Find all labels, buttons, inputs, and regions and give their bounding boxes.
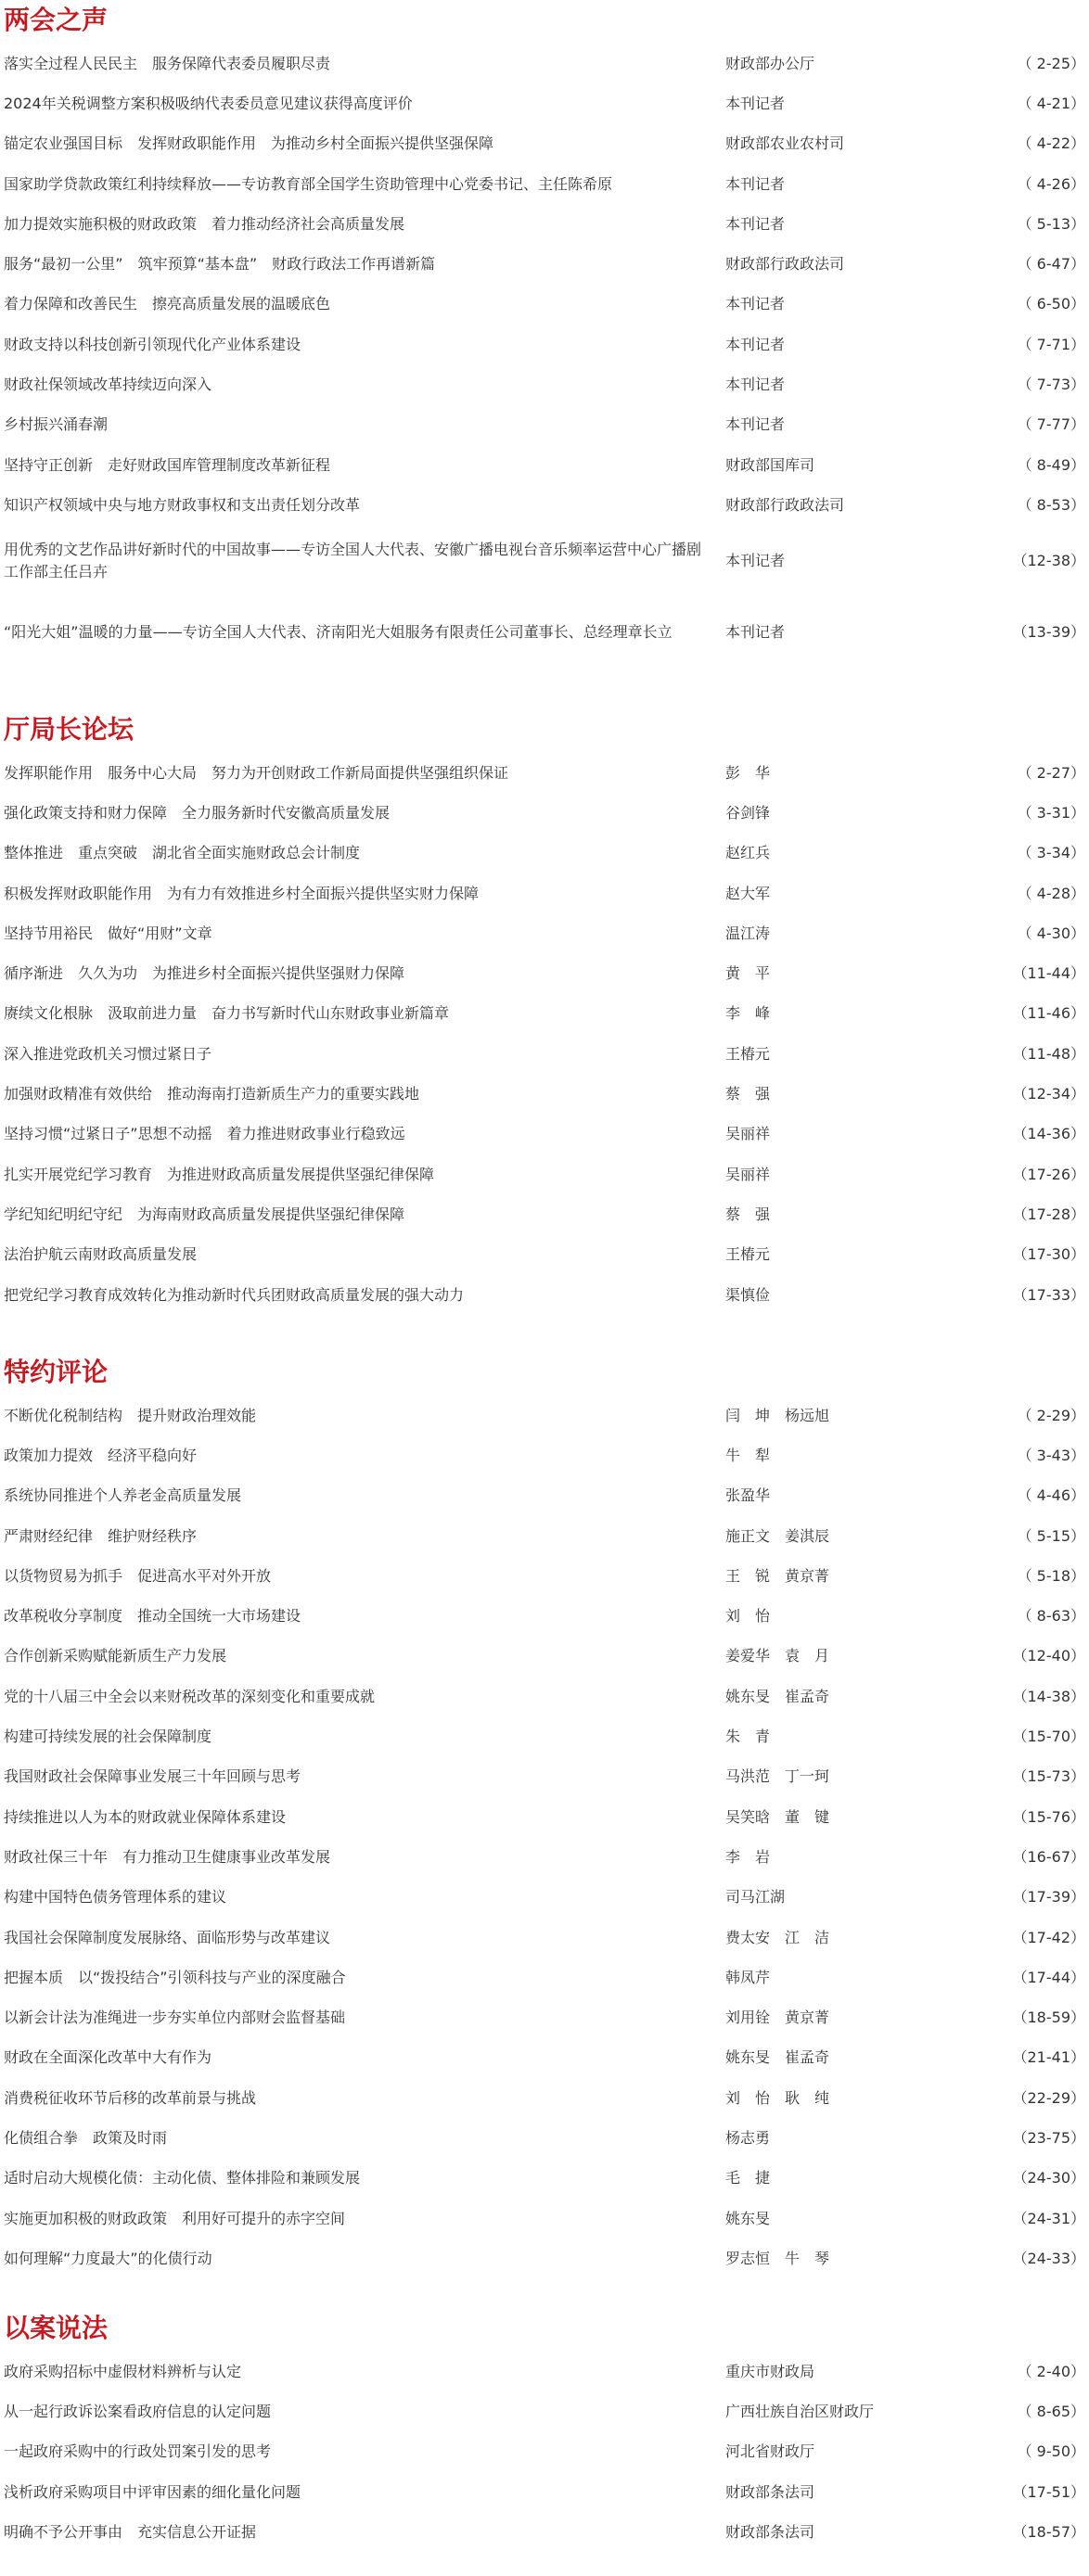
- article-author: 闫 坤 杨远旭: [725, 1406, 830, 1424]
- article-row[interactable]: [0, 1958, 1089, 1997]
- article-author: 本刊记者: [725, 335, 786, 353]
- article-author: 张盈华: [725, 1486, 771, 1505]
- article-page-ref: （ 4-21）: [1017, 94, 1085, 112]
- article-page-ref: （ 5-18）: [1017, 1566, 1085, 1585]
- article-page-ref: （12-40）: [1012, 1647, 1085, 1665]
- article-row[interactable]: [0, 445, 1089, 485]
- article-title: 改革税收分享制度 推动全国统一大市场建设: [4, 1607, 301, 1626]
- article-row[interactable]: [0, 325, 1089, 364]
- article-title: 整体推进 重点突破 湖北省全面实施财政总会计制度: [4, 844, 361, 862]
- article-row[interactable]: [0, 2391, 1089, 2431]
- article-row[interactable]: [0, 1476, 1089, 1516]
- article-title: 落实全过程人民民主 服务保障代表委员履职尽责: [4, 54, 331, 72]
- article-title: 系统协同推进个人养老金高质量发展: [4, 1486, 242, 1505]
- article-row[interactable]: [0, 2078, 1089, 2118]
- article-title: 发挥职能作用 服务中心大局 努力为开创财政工作新局面提供坚强组织保证: [4, 763, 509, 782]
- article-title: 赓续文化根脉 汲取前进力量 奋力书写新时代山东财政事业新篇章: [4, 1004, 450, 1023]
- article-row[interactable]: [0, 405, 1089, 445]
- article-author: 朱 青: [725, 1728, 771, 1746]
- article-page-ref: （ 5-13）: [1017, 214, 1085, 233]
- article-page-ref: （14-36）: [1012, 1125, 1085, 1143]
- section-title: 厅局长论坛: [4, 714, 135, 745]
- article-page-ref: （18-57）: [1012, 2522, 1085, 2541]
- article-title: 构建中国特色债务管理体系的建议: [4, 1888, 227, 1906]
- article-row[interactable]: [0, 994, 1089, 1034]
- article-row[interactable]: [0, 164, 1089, 204]
- article-row[interactable]: [0, 1997, 1089, 2037]
- article-page-ref: （ 8-53）: [1017, 495, 1085, 514]
- article-title: 坚持守正创新 走好财政国库管理制度改革新征程: [4, 455, 331, 474]
- article-list: [0, 44, 1089, 669]
- article-title: 不断优化税制结构 提升财政治理效能: [4, 1406, 257, 1424]
- article-title: 国家助学贷款政策红利持续释放——专访教育部全国学生资助管理中心党委书记、主任陈希原: [4, 174, 613, 193]
- article-title: 明确不予公开事由 充实信息公开证据: [4, 2522, 257, 2541]
- article-author: 蔡 强: [725, 1205, 771, 1223]
- article-title: 消费税征收环节后移的改革前景与挑战: [4, 2088, 257, 2107]
- article-author: 温江涛: [725, 924, 771, 942]
- article-author: 杨志勇: [725, 2128, 771, 2147]
- article-page-ref: （15-73）: [1012, 1767, 1085, 1786]
- article-page-ref: （18-59）: [1012, 2009, 1085, 2027]
- article-author: 刘 怡 耿 纯: [725, 2088, 830, 2107]
- article-title: 党的十八届三中全会以来财税改革的深刻变化和重要成就: [4, 1687, 376, 1705]
- article-page-ref: （17-30）: [1012, 1245, 1085, 1264]
- article-row[interactable]: [0, 834, 1089, 874]
- section-title: 特约评论: [4, 1357, 109, 1387]
- article-author: 重庆市财政局: [725, 2362, 815, 2380]
- article-author: 赵大军: [725, 884, 771, 902]
- article-row[interactable]: [0, 597, 1089, 669]
- article-page-ref: （17-26）: [1012, 1165, 1085, 1183]
- article-title: 扎实开展党纪学习教育 为推进财政高质量发展提供坚强纪律保障: [4, 1165, 435, 1183]
- article-page-ref: （17-42）: [1012, 1928, 1085, 1946]
- article-list: [0, 1396, 1089, 2279]
- article-title: 构建可持续发展的社会保障制度: [4, 1728, 212, 1746]
- article-title: 财政支持以科技创新引领现代化产业体系建设: [4, 335, 301, 353]
- article-row[interactable]: [0, 874, 1089, 913]
- article-row[interactable]: [0, 1757, 1089, 1797]
- article-author: 刘用铨 黄京菁: [725, 2009, 830, 2027]
- article-page-ref: （15-76）: [1012, 1807, 1085, 1826]
- article-page-ref: （12-34）: [1012, 1085, 1085, 1103]
- article-title: 深入推进党政机关习惯过紧日子: [4, 1044, 212, 1063]
- article-page-ref: （ 2-29）: [1017, 1406, 1085, 1424]
- article-page-ref: （ 5-15）: [1017, 1526, 1085, 1545]
- article-author: 本刊记者: [725, 552, 786, 570]
- article-row[interactable]: [0, 953, 1089, 993]
- article-row[interactable]: [0, 1154, 1089, 1194]
- article-title: 适时启动大规模化债：主动化债、整体排险和兼顾发展: [4, 2169, 361, 2187]
- article-page-ref: （ 7-73）: [1017, 376, 1085, 394]
- article-author: 财政部农业农村司: [725, 134, 845, 153]
- article-author: 财政部条法司: [725, 2522, 815, 2541]
- article-author: 韩凤芹: [725, 1968, 771, 1986]
- article-title: 如何理解“力度最大”的化债行动: [4, 2249, 212, 2267]
- article-page-ref: （21-41）: [1012, 2048, 1085, 2067]
- article-row[interactable]: [0, 913, 1089, 953]
- article-title: 加强财政精准有效供给 推动海南打造新质生产力的重要实践地: [4, 1085, 420, 1103]
- article-page-ref: （24-30）: [1012, 2169, 1085, 2187]
- article-row[interactable]: [0, 1034, 1089, 1074]
- article-title: 政府采购招标中虚假材料辨析与认定: [4, 2362, 242, 2380]
- article-title: 浅析政府采购项目中评审因素的细化量化问题: [4, 2482, 301, 2501]
- article-row[interactable]: [0, 2238, 1089, 2278]
- article-row[interactable]: [0, 1716, 1089, 1756]
- article-author: 刘 怡: [725, 1607, 771, 1626]
- article-row[interactable]: [0, 204, 1089, 244]
- article-title: 学纪知纪明纪守纪 为海南财政高质量发展提供坚强纪律保障: [4, 1205, 405, 1223]
- article-row[interactable]: [0, 1396, 1089, 1435]
- article-page-ref: （17-33）: [1012, 1285, 1085, 1304]
- article-author: 本刊记者: [725, 94, 786, 112]
- article-row[interactable]: [0, 2118, 1089, 2158]
- article-author: 本刊记者: [725, 295, 786, 313]
- article-page-ref: （ 7-77）: [1017, 415, 1085, 434]
- article-page-ref: （ 7-71）: [1017, 335, 1085, 353]
- article-author: 姚东旻 崔孟奇: [725, 1687, 830, 1705]
- article-row[interactable]: [0, 1194, 1089, 1234]
- article-title: 持续推进以人为本的财政就业保障体系建设: [4, 1807, 287, 1826]
- article-title: 财政社保三十年 有力推动卫生健康事业改革发展: [4, 1847, 331, 1866]
- article-title: 强化政策支持和财力保障 全力服务新时代安徽高质量发展: [4, 803, 391, 822]
- article-author: 马洪范 丁一珂: [725, 1767, 830, 1786]
- article-title: 我国财政社会保障事业发展三十年回顾与思考: [4, 1767, 301, 1786]
- article-list: [0, 2352, 1089, 2552]
- article-author: 李 峰: [725, 1004, 771, 1023]
- article-page-ref: （ 8-63）: [1017, 1607, 1085, 1626]
- article-author: 本刊记者: [725, 623, 786, 642]
- article-title: 实施更加积极的财政政策 利用好可提升的赤字空间: [4, 2209, 346, 2227]
- article-title: 财政在全面深化改革中大有作为: [4, 2048, 212, 2067]
- article-author: 吴笑晗 董 键: [725, 1807, 830, 1826]
- article-page-ref: （ 8-49）: [1017, 455, 1085, 474]
- article-list: [0, 753, 1089, 1315]
- article-page-ref: （ 8-65）: [1017, 2402, 1085, 2420]
- article-page-ref: （ 4-28）: [1017, 884, 1085, 902]
- article-row[interactable]: [0, 244, 1089, 284]
- article-author: 姜爱华 袁 月: [725, 1647, 830, 1665]
- article-author: 财政部国库司: [725, 455, 815, 474]
- article-author: 罗志恒 牛 琴: [725, 2249, 830, 2267]
- article-author: 财政部行政政法司: [725, 495, 845, 514]
- article-row[interactable]: [0, 364, 1089, 404]
- article-author: 广西壮族自治区财政厅: [725, 2402, 875, 2420]
- section-title: 两会之声: [4, 5, 109, 35]
- article-author: 黄 平: [725, 964, 771, 983]
- article-row[interactable]: [0, 1556, 1089, 1596]
- article-page-ref: （14-38）: [1012, 1687, 1085, 1705]
- article-row[interactable]: [0, 1235, 1089, 1275]
- article-page-ref: （24-33）: [1012, 2249, 1085, 2267]
- article-author: 本刊记者: [725, 415, 786, 434]
- article-row[interactable]: [0, 2472, 1089, 2512]
- article-row[interactable]: [0, 44, 1089, 83]
- article-title: 我国社会保障制度发展脉络、面临形势与改革建议: [4, 1928, 331, 1946]
- article-author: 河北省财政厅: [725, 2442, 815, 2461]
- article-row[interactable]: [0, 1797, 1089, 1837]
- article-page-ref: （17-44）: [1012, 1968, 1085, 1986]
- article-author: 毛 捷: [725, 2169, 771, 2187]
- article-page-ref: （12-38）: [1012, 552, 1085, 570]
- article-title: 财政社保领域改革持续迈向深入: [4, 376, 212, 394]
- article-title: 把党纪学习教育成效转化为推动新时代兵团财政高质量发展的强大动力: [4, 1285, 465, 1304]
- article-author: 牛 犁: [725, 1446, 771, 1464]
- article-page-ref: （16-67）: [1012, 1847, 1085, 1866]
- article-author: 司马江湖: [725, 1888, 786, 1906]
- article-title: “阳光大姐”温暖的力量——专访全国人大代表、济南阳光大姐服务有限责任公司董事长、总经理章长立: [4, 623, 673, 642]
- article-title: 坚持节用裕民 做好“用财”文章: [4, 924, 212, 942]
- article-page-ref: （ 2-27）: [1017, 763, 1085, 782]
- article-author: 王椿元: [725, 1245, 771, 1264]
- article-author: 本刊记者: [725, 174, 786, 193]
- article-page-ref: （ 4-30）: [1017, 924, 1085, 942]
- article-title: 合作创新采购赋能新质生产力发展: [4, 1647, 227, 1665]
- article-page-ref: （11-48）: [1012, 1044, 1085, 1063]
- article-row[interactable]: [0, 124, 1089, 164]
- article-page-ref: （ 4-26）: [1017, 174, 1085, 193]
- article-author: 赵红兵: [725, 844, 771, 862]
- article-page-ref: （ 4-46）: [1017, 1486, 1085, 1505]
- article-row[interactable]: [0, 2512, 1089, 2552]
- article-page-ref: （23-75）: [1012, 2128, 1085, 2147]
- article-row[interactable]: [0, 526, 1089, 597]
- article-page-ref: （ 2-40）: [1017, 2362, 1085, 2380]
- article-title: 用优秀的文艺作品讲好新时代的中国故事——专访全国人大代表、安徽广播电视台音乐频率运营中心广播剧工作部主任吕卉: [4, 541, 702, 581]
- article-row[interactable]: [0, 1115, 1089, 1154]
- article-row[interactable]: [0, 1074, 1089, 1114]
- article-page-ref: （17-28）: [1012, 1205, 1085, 1223]
- article-page-ref: （ 4-22）: [1017, 134, 1085, 153]
- article-page-ref: （22-29）: [1012, 2088, 1085, 2107]
- article-title: 以货物贸易为抓手 促进高水平对外开放: [4, 1566, 272, 1585]
- article-row[interactable]: [0, 1677, 1089, 1716]
- article-page-ref: （24-31）: [1012, 2209, 1085, 2227]
- article-page-ref: （13-39）: [1012, 623, 1085, 642]
- article-title: 以新会计法为准绳进一步夯实单位内部财会监督基础: [4, 2009, 346, 2027]
- article-page-ref: （17-51）: [1012, 2482, 1085, 2501]
- article-page-ref: （11-46）: [1012, 1004, 1085, 1023]
- article-author: 财政部办公厅: [725, 54, 815, 72]
- article-page-ref: （ 2-25）: [1017, 54, 1085, 72]
- article-row[interactable]: [0, 2352, 1089, 2391]
- article-author: 彭 华: [725, 763, 771, 782]
- article-title: 加力提效实施积极的财政政策 着力推动经济社会高质量发展: [4, 214, 405, 233]
- article-row[interactable]: [0, 2432, 1089, 2472]
- article-row[interactable]: [0, 1837, 1089, 1877]
- article-author: 姚东旻 崔孟奇: [725, 2048, 830, 2067]
- article-page-ref: （ 3-31）: [1017, 803, 1085, 822]
- article-page-ref: （11-44）: [1012, 964, 1085, 983]
- article-page-ref: （ 3-34）: [1017, 844, 1085, 862]
- article-row[interactable]: [0, 2038, 1089, 2078]
- article-author: 王椿元: [725, 1044, 771, 1063]
- section-title: 以案说法: [4, 2313, 109, 2343]
- article-author: 吴丽祥: [725, 1165, 771, 1183]
- article-row[interactable]: [0, 1878, 1089, 1918]
- article-row[interactable]: [0, 1435, 1089, 1475]
- article-author: 本刊记者: [725, 214, 786, 233]
- article-author: 王 锐 黄京菁: [725, 1566, 830, 1585]
- article-title: 坚持习惯“过紧日子”思想不动摇 着力推进财政事业行稳致远: [4, 1125, 405, 1143]
- article-title: 知识产权领域中央与地方财政事权和支出责任划分改革: [4, 495, 361, 514]
- article-title: 从一起行政诉讼案看政府信息的认定问题: [4, 2402, 272, 2420]
- article-author: 李 岩: [725, 1847, 771, 1866]
- article-row[interactable]: [0, 753, 1089, 793]
- article-row[interactable]: [0, 1918, 1089, 1958]
- article-page-ref: （ 6-50）: [1017, 295, 1085, 313]
- article-title: 一起政府采购中的行政处罚案引发的思考: [4, 2442, 272, 2461]
- article-title: 着力保障和改善民生 擦亮高质量发展的温暖底色: [4, 295, 331, 313]
- article-page-ref: （15-70）: [1012, 1728, 1085, 1746]
- article-row[interactable]: [0, 1275, 1089, 1315]
- article-title: 循序渐进 久久为功 为推进乡村全面振兴提供坚强财力保障: [4, 964, 405, 983]
- article-title: 服务“最初一公里” 筑牢预算“基本盘” 财政行政法工作再谱新篇: [4, 255, 436, 274]
- article-row[interactable]: [0, 285, 1089, 325]
- article-row[interactable]: [0, 1516, 1089, 1556]
- article-title: 政策加力提效 经济平稳向好: [4, 1446, 198, 1464]
- article-title: 严肃财经纪律 维护财经秩序: [4, 1526, 198, 1545]
- article-row[interactable]: [0, 2159, 1089, 2199]
- article-title: 锚定农业强国目标 发挥财政职能作用 为推动乡村全面振兴提供坚强保障: [4, 134, 494, 153]
- article-author: 财政部行政政法司: [725, 255, 845, 274]
- article-row[interactable]: [0, 2199, 1089, 2238]
- article-page-ref: （ 6-47）: [1017, 255, 1085, 274]
- article-row[interactable]: [0, 793, 1089, 833]
- article-author: 财政部条法司: [725, 2482, 815, 2501]
- article-author: 蔡 强: [725, 1085, 771, 1103]
- article-page-ref: （ 9-50）: [1017, 2442, 1085, 2461]
- article-author: 本刊记者: [725, 376, 786, 394]
- article-title: 法治护航云南财政高质量发展: [4, 1245, 198, 1264]
- article-title: 化债组合拳 政策及时雨: [4, 2128, 168, 2147]
- article-title: 2024年关税调整方案积极吸纳代表委员意见建议获得高度评价: [4, 94, 413, 112]
- article-author: 吴丽祥: [725, 1125, 771, 1143]
- article-row[interactable]: [0, 1637, 1089, 1677]
- article-title: 积极发挥财政职能作用 为有力有效推进乡村全面振兴提供坚实财力保障: [4, 884, 480, 902]
- article-page-ref: （17-39）: [1012, 1888, 1085, 1906]
- article-page-ref: （ 3-43）: [1017, 1446, 1085, 1464]
- article-title: 乡村振兴涌春潮: [4, 415, 109, 434]
- article-row[interactable]: [0, 83, 1089, 123]
- article-row[interactable]: [0, 485, 1089, 525]
- article-author: 施正文 姜淇辰: [725, 1526, 830, 1545]
- article-row[interactable]: [0, 1596, 1089, 1636]
- article-author: 渠慎俭: [725, 1285, 771, 1304]
- article-author: 谷剑锋: [725, 803, 771, 822]
- article-title: 把握本质 以“拨投结合”引领科技与产业的深度融合: [4, 1968, 346, 1986]
- article-author: 费太安 江 洁: [725, 1928, 830, 1946]
- article-author: 姚东旻: [725, 2209, 771, 2227]
